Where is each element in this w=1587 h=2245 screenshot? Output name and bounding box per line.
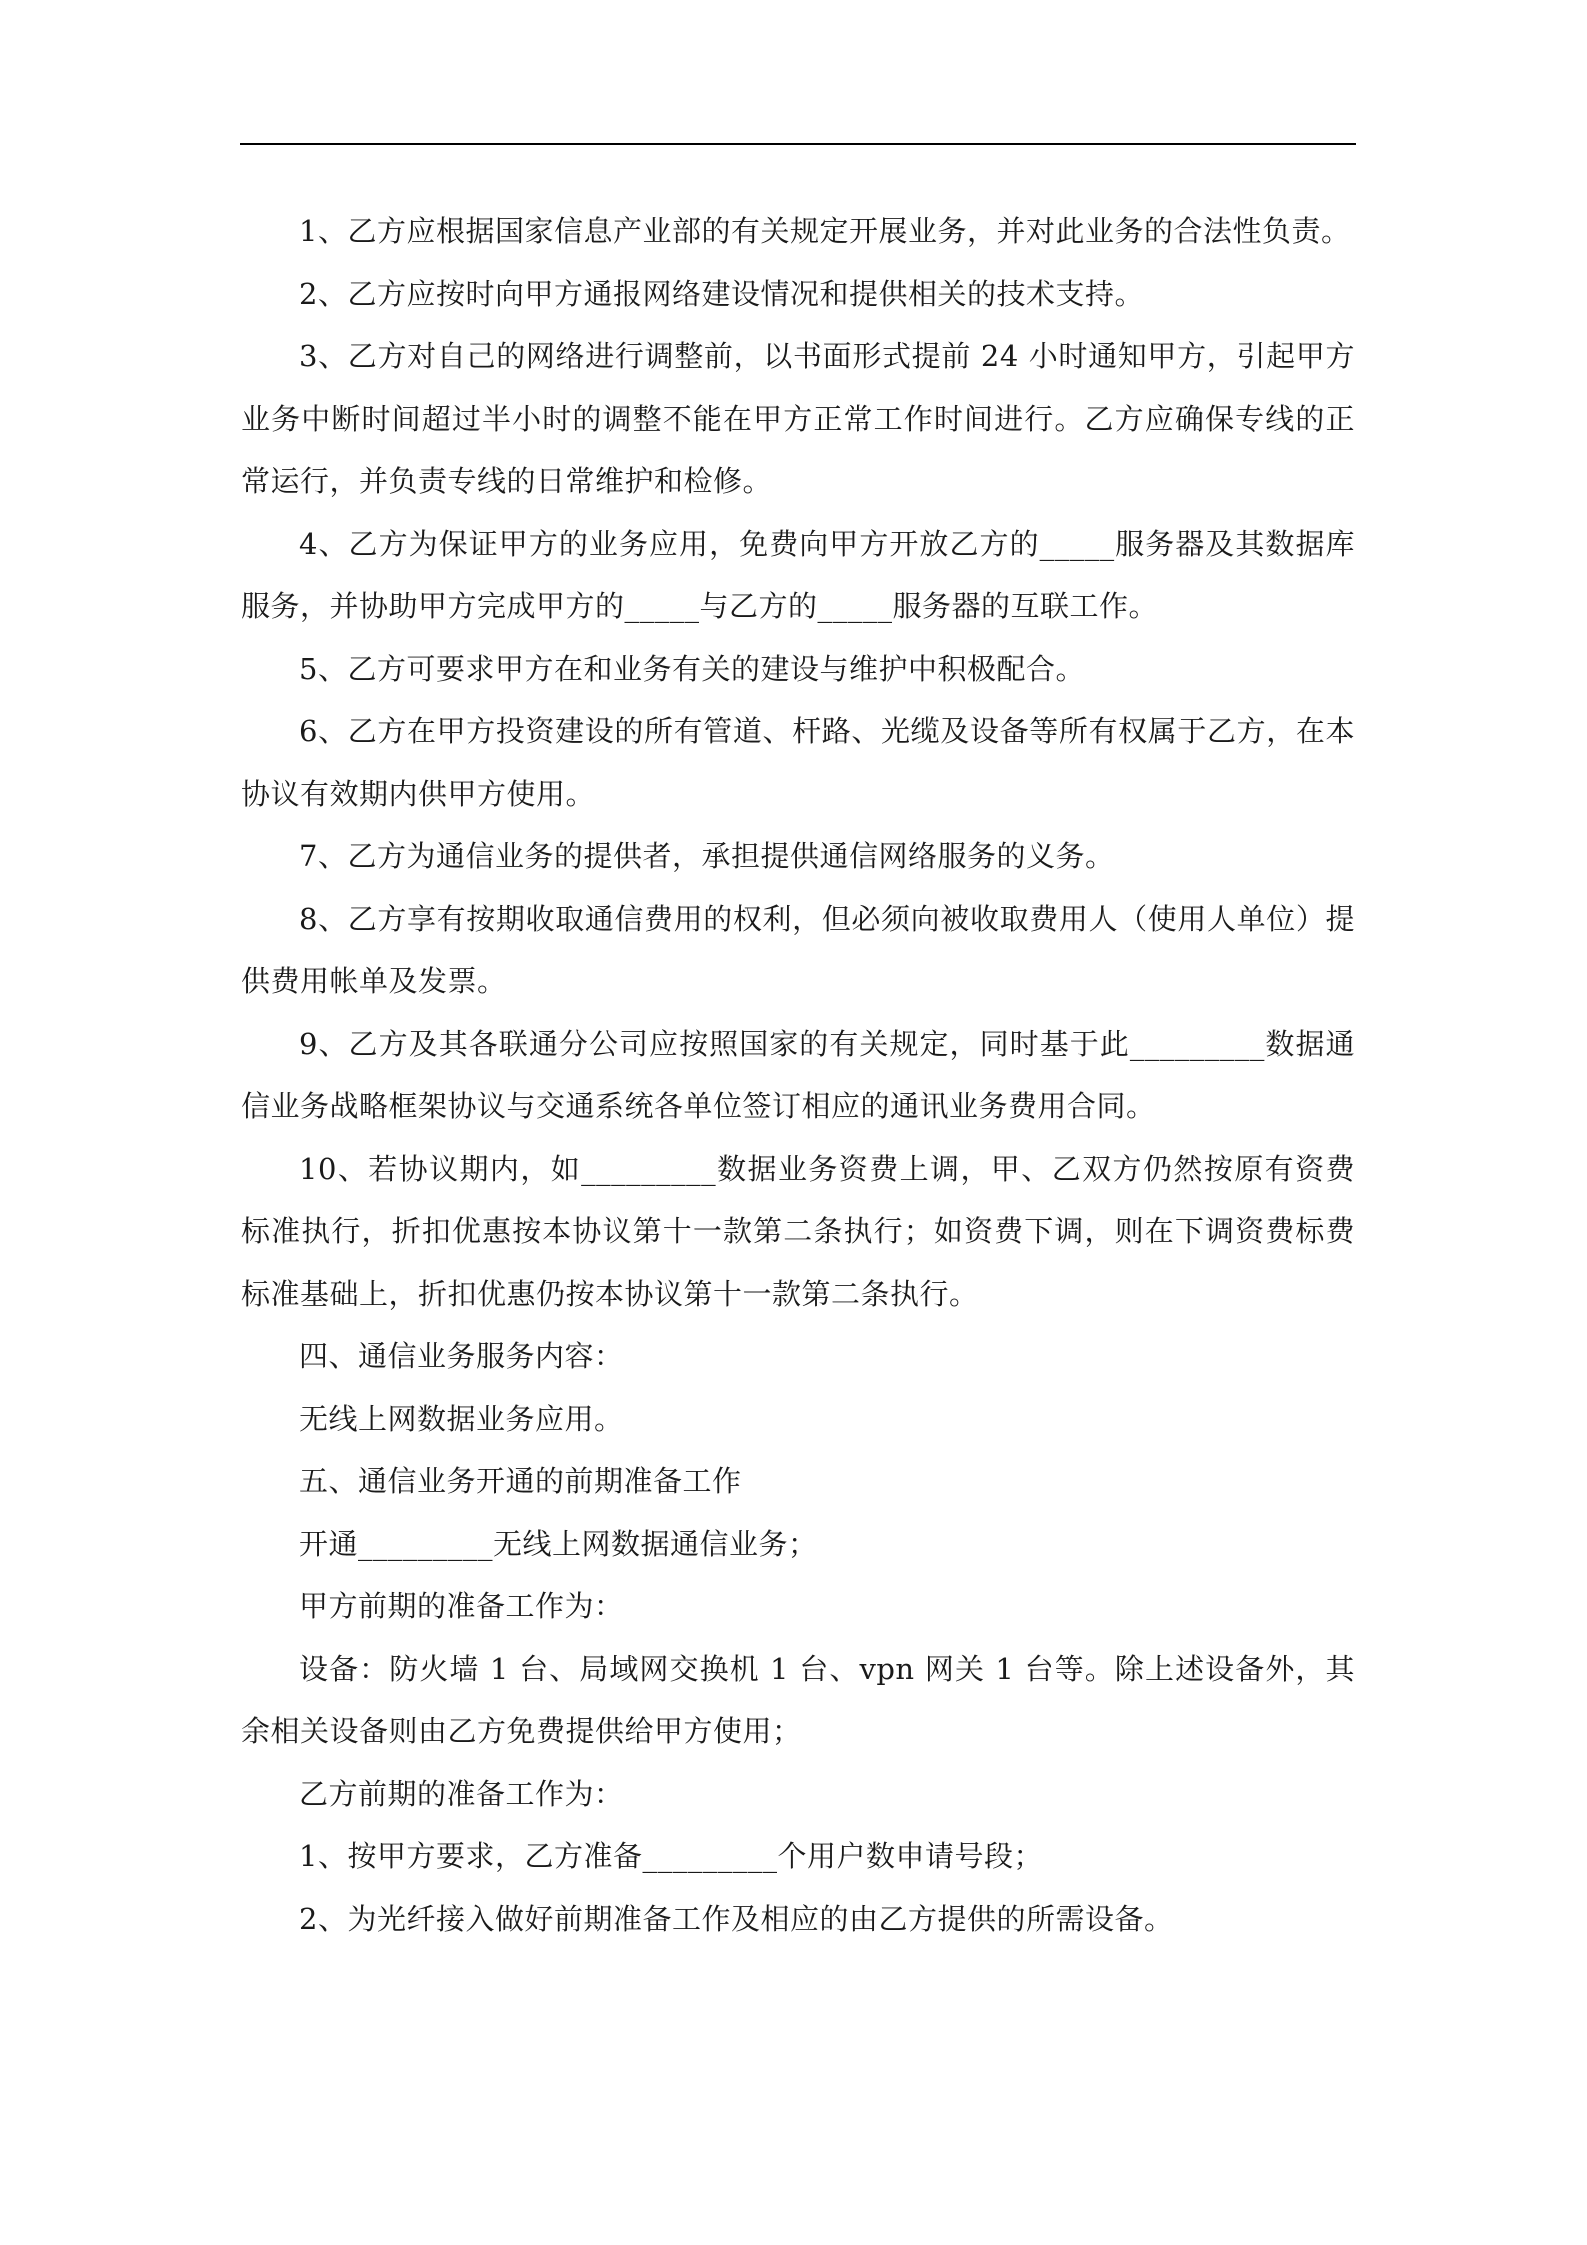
paragraph: 无线上网数据业务应用。 bbox=[299, 1401, 624, 1436]
paragraph: 设备：防火墙 1 台、局域网交换机 1 台、vpn 网关 1 台等。除上述设备外，其余相关设备则由乙方免费提供给甲方使用； bbox=[241, 1651, 1355, 1748]
paragraph: 开通_________无线上网数据通信业务； bbox=[299, 1526, 818, 1561]
paragraph: 2、乙方应按时向甲方通报网络建设情况和提供相关的技术支持。 bbox=[299, 276, 1144, 311]
paragraph: 9、乙方及其各联通分公司应按照国家的有关规定，同时基于此_________数据通信业务战略框架协议与交通系统各单位签订相应的通讯业务费用合同。 bbox=[241, 1026, 1355, 1123]
section-heading: 四、通信业务服务内容： bbox=[299, 1339, 624, 1373]
paragraph: 4、乙方为保证甲方的业务应用，免费向甲方开放乙方的_____服务器及其数据库服务，并协助甲方完成甲方的_____与乙方的_____服务器的互联工作。 bbox=[241, 526, 1355, 623]
paragraph: 10、若协议期内，如_________数据业务资费上调，甲、乙双方仍然按原有资费标准执行，折扣优惠按本协议第十一款第二条执行；如资费下调，则在下调资费标费标准基础上，折扣优惠仍按本协议第十一款第二条执行。 bbox=[241, 1151, 1355, 1311]
document-body bbox=[241, 200, 1355, 1950]
paragraph: 2、为光纤接入做好前期准备工作及相应的由乙方提供的所需设备。 bbox=[299, 1901, 1174, 1936]
paragraph: 6、乙方在甲方投资建设的所有管道、杆路、光缆及设备等所有权属于乙方，在本协议有效期内供甲方使用。 bbox=[241, 714, 1355, 811]
paragraph: 乙方前期的准备工作为： bbox=[299, 1776, 624, 1811]
paragraph: 8、乙方享有按期收取通信费用的权利，但必须向被收取费用人（使用人单位）提供费用帐单及发票。 bbox=[241, 901, 1355, 998]
paragraph: 1、按甲方要求，乙方准备_________个用户数申请号段； bbox=[299, 1839, 1043, 1873]
header-rule bbox=[240, 143, 1356, 145]
paragraph: 1、乙方应根据国家信息产业部的有关规定开展业务，并对此业务的合法性负责。 bbox=[299, 214, 1351, 248]
paragraph: 3、乙方对自己的网络进行调整前，以书面形式提前 24 小时通知甲方，引起甲方业务中断时间超过半小时的调整不能在甲方正常工作时间进行。乙方应确保专线的正常运行，并负责专线的日常维护和检修。 bbox=[241, 339, 1355, 498]
paragraph: 甲方前期的准备工作为： bbox=[299, 1589, 624, 1623]
paragraph: 5、乙方可要求甲方在和业务有关的建设与维护中积极配合。 bbox=[299, 651, 1085, 686]
paragraph: 7、乙方为通信业务的提供者，承担提供通信网络服务的义务。 bbox=[299, 839, 1115, 873]
section-heading: 五、通信业务开通的前期准备工作 bbox=[299, 1464, 742, 1498]
